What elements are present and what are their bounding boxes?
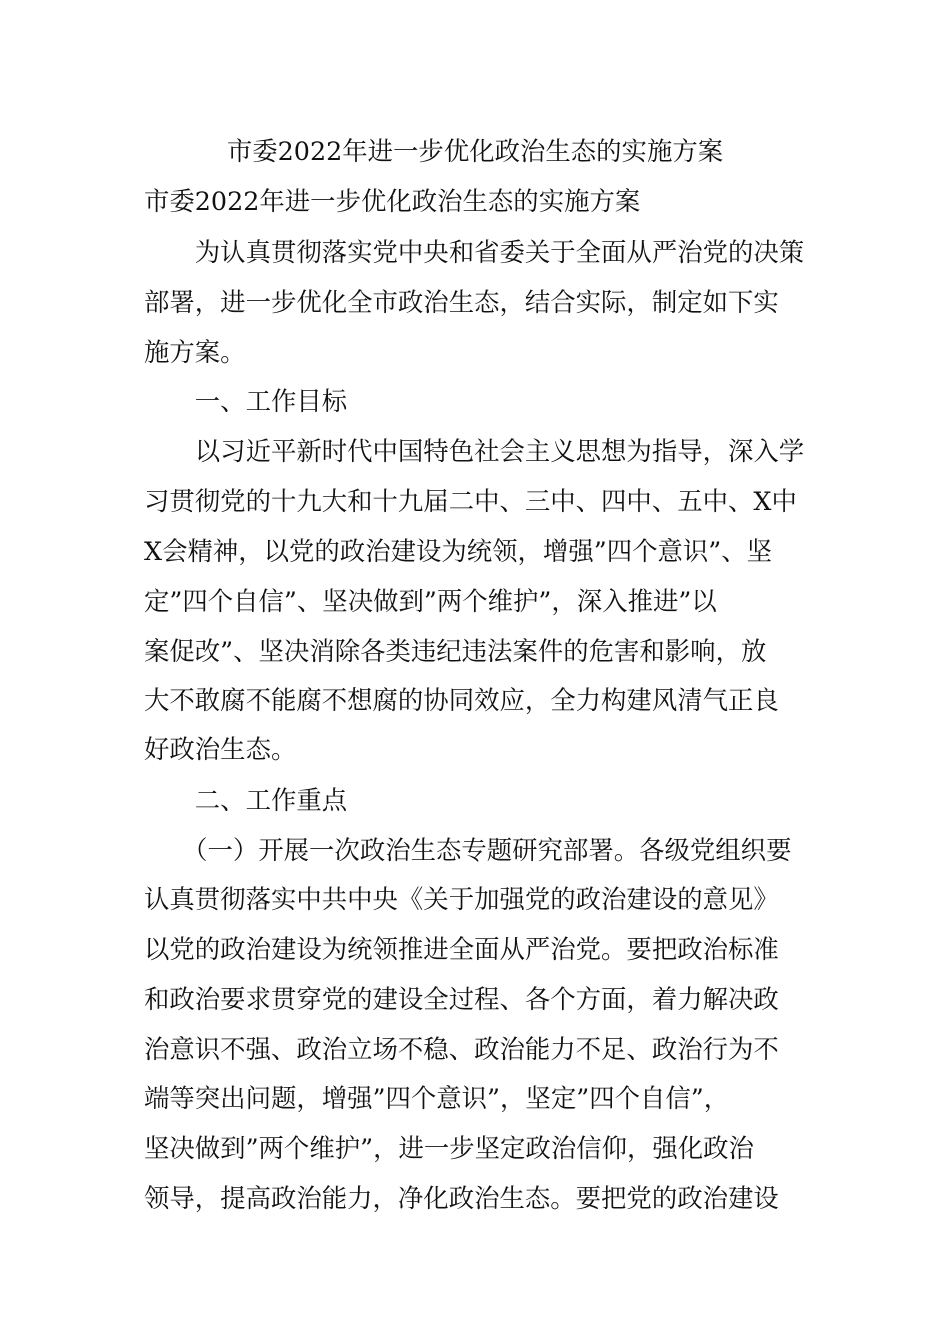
paragraph-line: 和政治要求贯穿党的建设全过程、各个方面，着力解决政 (144, 984, 779, 1014)
paragraph-line: 坚决做到”两个维护”，进一步坚定政治信仰，强化政治 (144, 1133, 754, 1163)
paragraph-line: 案促改”、坚决消除各类违纪违法案件的危害和影响，放 (144, 636, 767, 666)
paragraph-line: 好政治生态。 (144, 734, 297, 764)
paragraph-line: 定”四个自信”、坚决做到”两个维护”，深入推进”以 (144, 586, 717, 616)
paragraph-line: 大不敢腐不能腐不想腐的协同效应，全力构建风清气正良 (144, 685, 779, 715)
paragraph-line: 端等突出问题，增强”四个意识”，坚定”四个自信”， (144, 1083, 730, 1113)
paragraph-line: 施方案。 (144, 337, 246, 367)
paragraph-line: X会精神，以党的政治建设为统领，增强”四个意识”、坚 (144, 536, 773, 566)
document-subtitle: 市委2022年进一步优化政治生态的实施方案 (144, 186, 641, 216)
paragraph-line: 领导，提高政治能力，净化政治生态。要把党的政治建设 (144, 1183, 779, 1213)
paragraph-line: （一）开展一次政治生态专题研究部署。各级党组织要 (144, 835, 792, 865)
section-heading: 二、工作重点 (144, 785, 348, 815)
paragraph-line: 部署，进一步优化全市政治生态，结合实际，制定如下实 (144, 287, 779, 317)
paragraph-line: 习贯彻党的十九大和十九届二中、三中、四中、五中、X中 (144, 486, 797, 516)
section-heading: 一、工作目标 (144, 386, 348, 416)
paragraph-line: 以习近平新时代中国特色社会主义思想为指导，深入学 (144, 436, 805, 466)
paragraph-line: 为认真贯彻落实党中央和省委关于全面从严治党的决策 (144, 237, 805, 267)
paragraph-line: 治意识不强、政治立场不稳、政治能力不足、政治行为不 (144, 1034, 779, 1064)
paragraph-line: 以党的政治建设为统领推进全面从严治党。要把政治标准 (144, 934, 779, 964)
paragraph-line: 认真贯彻落实中共中央《关于加强党的政治建设的意见》 (144, 884, 779, 914)
document-title: 市委2022年进一步优化政治生态的实施方案 (226, 136, 724, 166)
